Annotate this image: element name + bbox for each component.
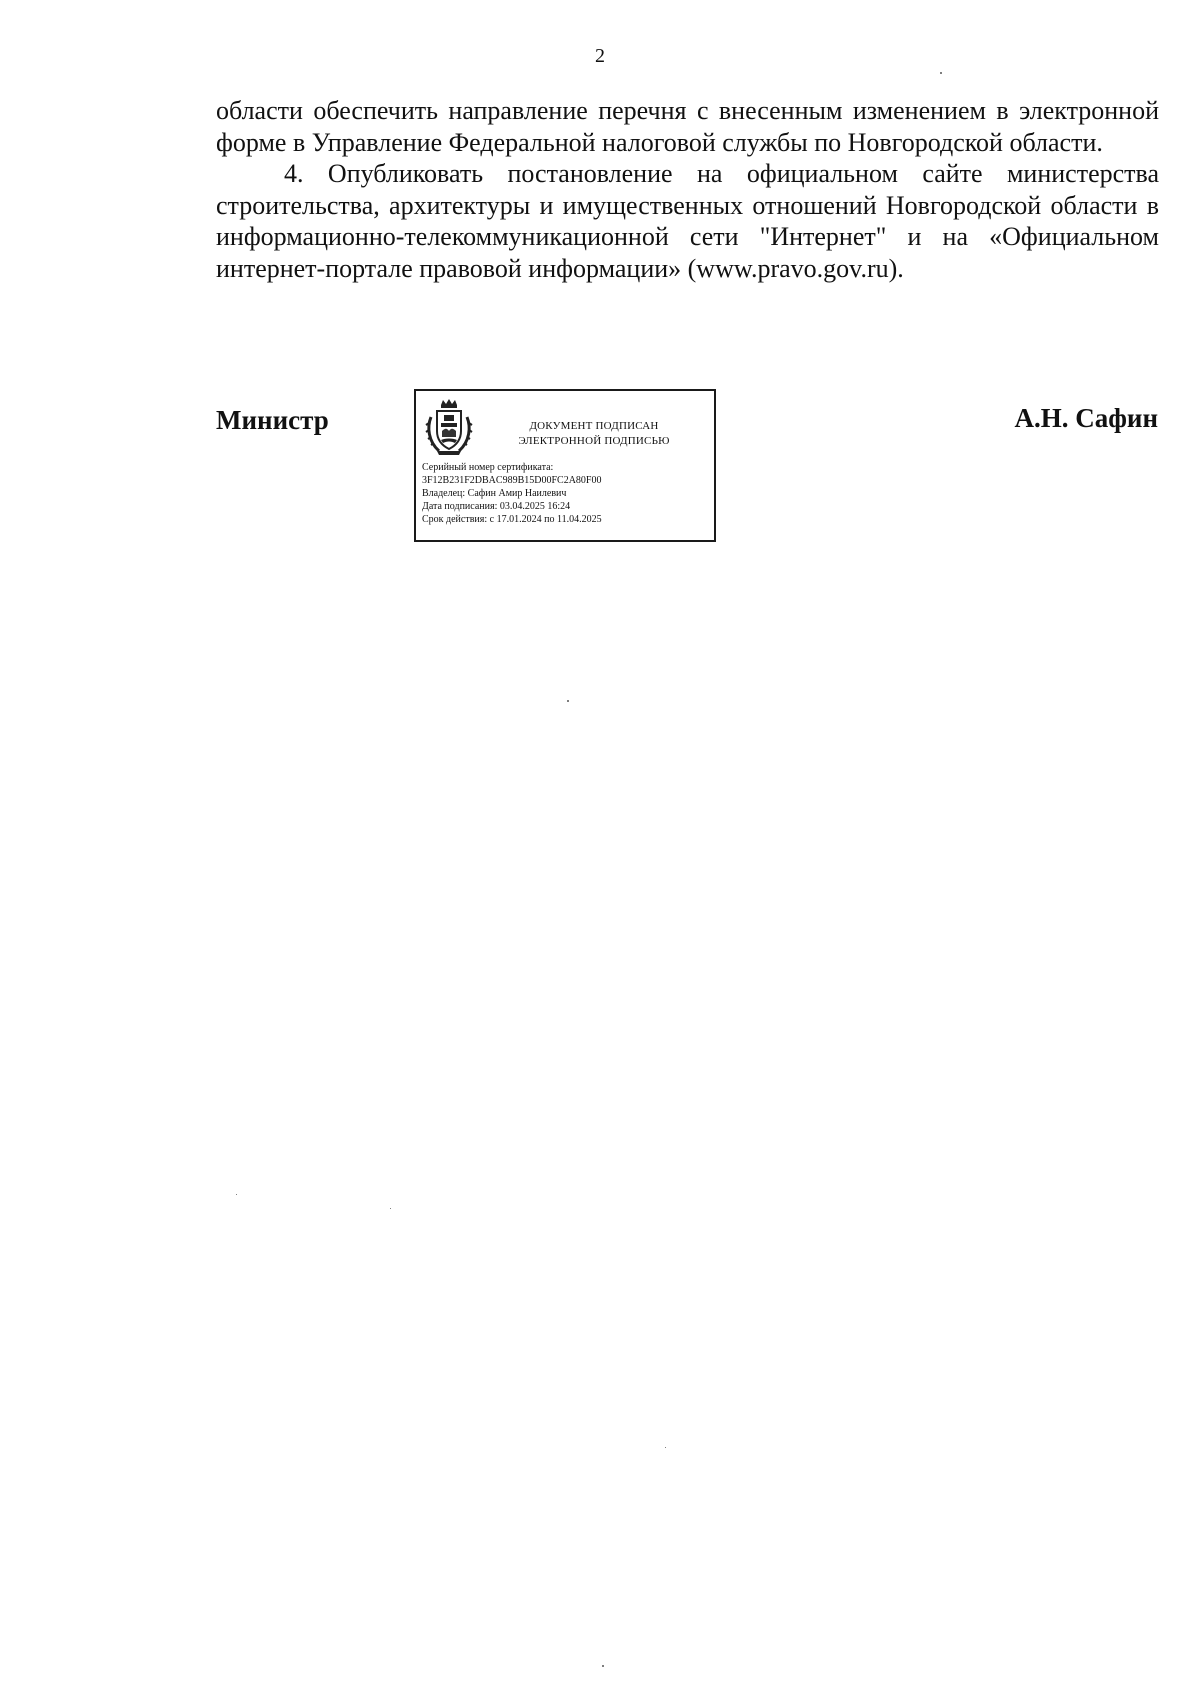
signatory-position: Министр: [216, 405, 329, 435]
paragraph-item-4: 4. Опубликовать постановление на официальном сайте министерства строительства, архитектуры и имущественных отношений Новгородской области в информационно-телекоммуникационной сети "Интернет" и на «Официальном интернет-портале правовой информации» (www.pravo.gov.ru).: [216, 159, 1159, 283]
scan-speck: [236, 1194, 237, 1195]
electronic-signature-stamp: [414, 389, 716, 542]
stamp-header: [478, 419, 710, 449]
stamp-header-line-2: ЭЛЕКТРОННОЙ ПОДПИСЬЮ: [518, 435, 670, 447]
paragraph-continuation: области обеспечить направление перечня с внесенным изменением в электронной форме в Управление Федеральной налоговой службы по Новгородской области.: [216, 96, 1159, 157]
scan-speck: [390, 1208, 391, 1209]
certificate-validity: Срок действия: с 17.01.2024 по 11.04.2025: [422, 514, 602, 525]
stamp-header-line-1: ДОКУМЕНТ ПОДПИСАН: [529, 420, 659, 432]
certificate-serial-label: Серийный номер сертификата:: [422, 462, 554, 473]
page-number: 2: [595, 45, 605, 67]
coat-of-arms-icon: [423, 397, 475, 457]
scan-speck: [665, 1447, 666, 1448]
stamp-details: [422, 461, 712, 526]
scan-speck: [602, 1665, 604, 1667]
document-body: [216, 95, 1159, 284]
certificate-serial-value: 3F12B231F2DBAC989B15D00FC2A80F00: [422, 475, 602, 486]
signatory-name: А.Н. Сафин: [1014, 403, 1158, 433]
certificate-owner: Владелец: Сафин Амир Наилевич: [422, 488, 567, 499]
signing-date: Дата подписания: 03.04.2025 16:24: [422, 501, 571, 512]
scan-speck: [567, 700, 569, 702]
scan-speck: [940, 72, 942, 74]
